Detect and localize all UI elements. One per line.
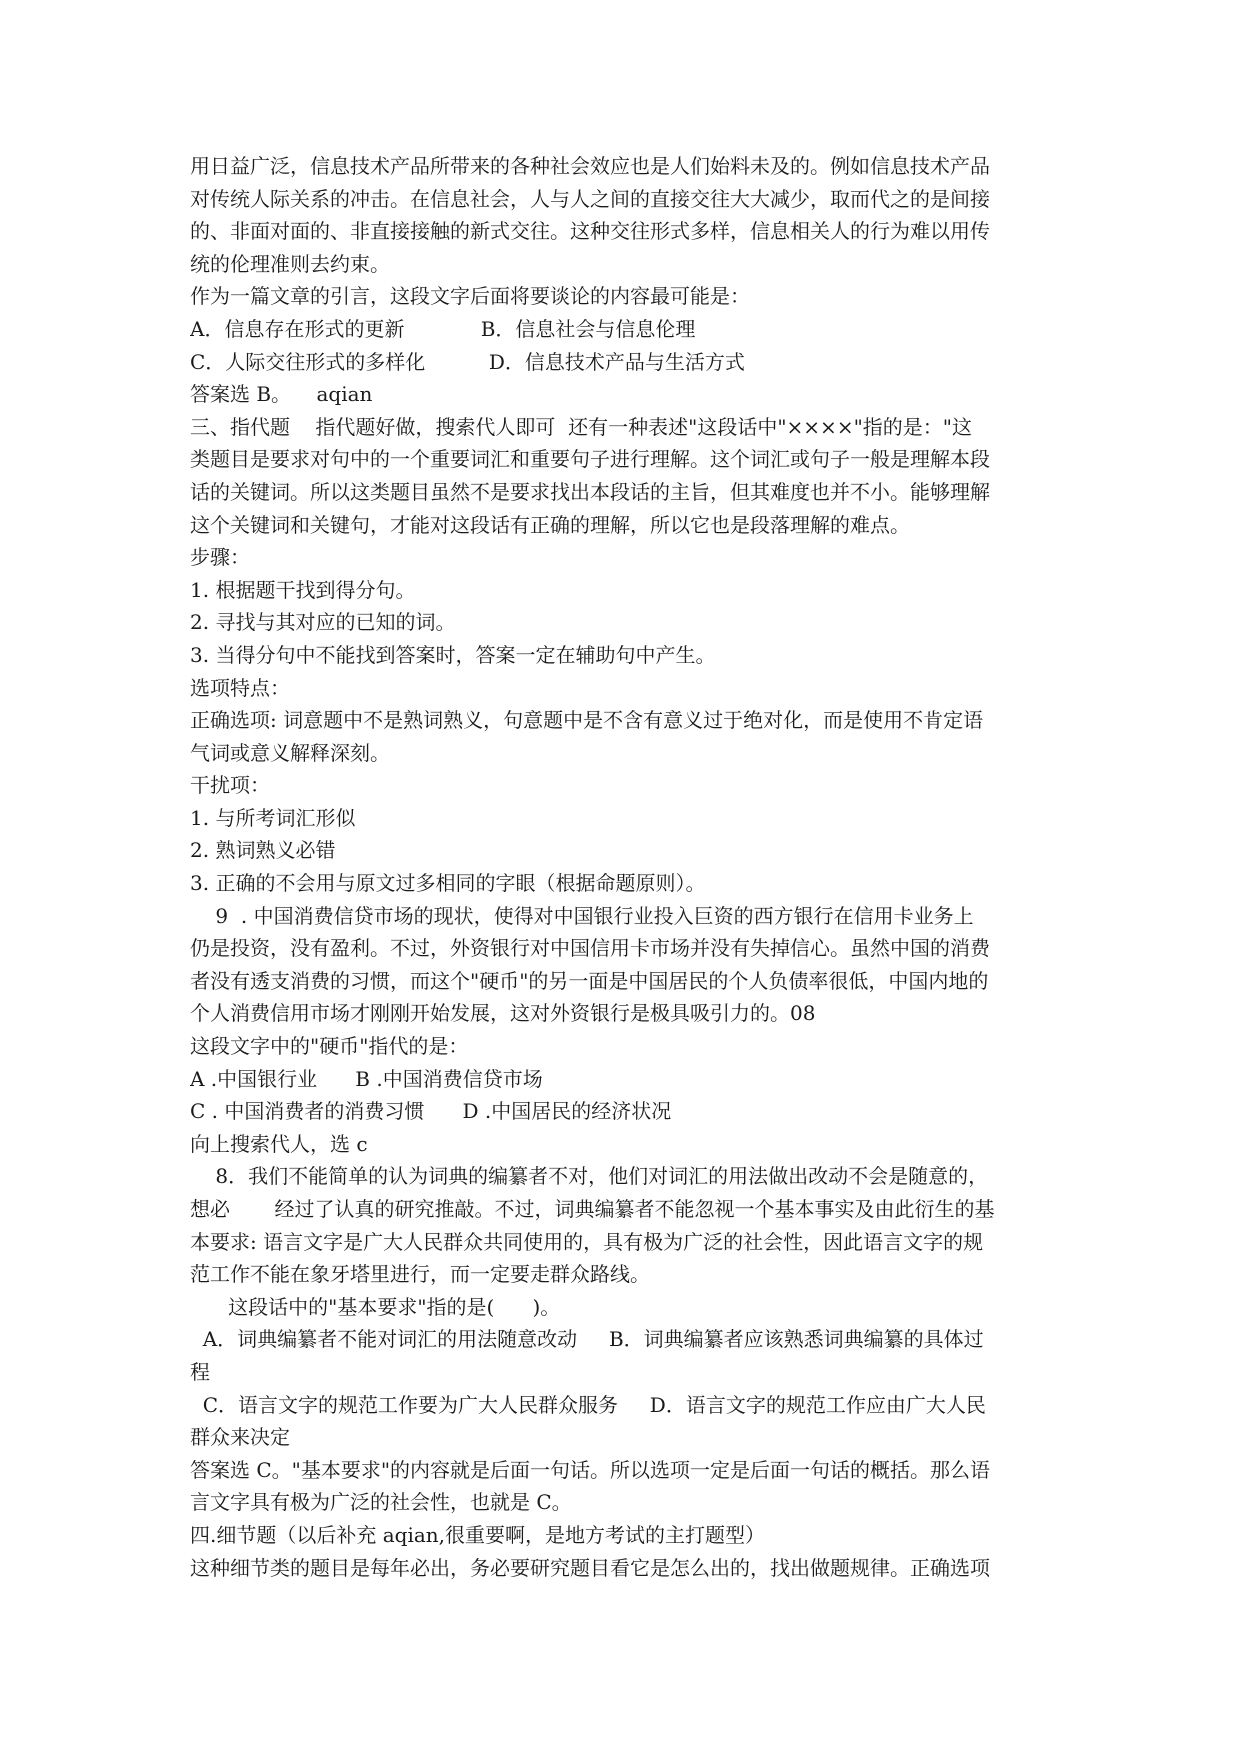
text-line: 者没有透支消费的习惯，而这个"硬币"的另一面是中国居民的个人负债率很低，中国内地的 — [190, 968, 989, 993]
text-line: 这段话中的"基本要求"指的是( )。 — [190, 1294, 561, 1319]
text-line: 仍是投资，没有盈利。不过，外资银行对中国信用卡市场并没有失掉信心。虽然中国的消费 — [190, 936, 990, 961]
text-line: 气词或意义解释深刻。 — [190, 740, 390, 765]
text-line: 这个关键词和关键句，才能对这段话有正确的理解，所以它也是段落理解的难点。 — [190, 512, 910, 537]
text-line: 2. 寻找与其对应的已知的词。 — [190, 610, 456, 635]
text-line: 向上搜索代人，选 c — [190, 1131, 368, 1156]
text-line: 这种细节类的题目是每年必出，务必要研究题目看它是怎么出的，找出做题规律。正确选项 — [190, 1555, 990, 1580]
text-line: 3. 当得分句中不能找到答案时，答案一定在辅助句中产生。 — [190, 642, 716, 667]
text-line: 答案选 B。 aqian — [190, 382, 373, 407]
text-line: 类题目是要求对句中的一个重要词汇和重要句子进行理解。这个词汇或句子一般是理解本段 — [190, 447, 990, 472]
text-line: 9 . 中国消费信贷市场的现状，使得对中国银行业投入巨资的西方银行在信用卡业务上 — [190, 903, 974, 928]
text-line: 统的伦理准则去约束。 — [190, 251, 390, 276]
text-line: 答案选 C。"基本要求"的内容就是后面一句话。所以选项一定是后面一句话的概括。那么语 — [190, 1457, 991, 1482]
text-line: 的、非面对面的、非直接接触的新式交往。这种交往形式多样，信息相关人的行为难以用传 — [190, 219, 990, 244]
text-line: 用日益广泛，信息技术产品所带来的各种社会效应也是人们始料未及的。例如信息技术产品 — [190, 154, 990, 178]
text-line: C．人际交往形式的多样化 D．信息技术产品与生活方式 — [190, 349, 745, 374]
text-line: 1. 与所考词汇形似 — [190, 805, 356, 830]
text-line: A .中国银行业 B .中国消费信贷市场 — [190, 1066, 543, 1091]
text-line: A．词典编纂者不能对词汇的用法随意改动 B．词典编纂者应该熟悉词典编纂的具体过 — [190, 1327, 984, 1352]
text-line: 个人消费信用市场才刚刚开始发展，这对外资银行是极具吸引力的。08 — [190, 1001, 816, 1026]
text-line: 1. 根据题干找到得分句。 — [190, 577, 416, 602]
text-line: 正确选项: 词意题中不是熟词熟义，句意题中是不含有意义过于绝对化，而是使用不肯定语 — [190, 708, 984, 733]
text-line: 对传统人际关系的冲击。在信息社会，人与人之间的直接交往大大减少，取而代之的是间接 — [190, 186, 990, 211]
document-body — [190, 150, 1070, 1584]
text-line: 作为一篇文章的引言，这段文字后面将要谈论的内容最可能是： — [190, 284, 750, 309]
text-line: C．语言文字的规范工作要为广大人民群众服务 D．语言文字的规范工作应由广大人民 — [190, 1392, 986, 1417]
text-line: C . 中国消费者的消费习惯 D .中国居民的经济状况 — [190, 1099, 672, 1124]
text-line: 步骤： — [190, 545, 250, 570]
text-line: 言文字具有极为广泛的社会性，也就是 C。 — [190, 1490, 572, 1515]
text-line: 四.细节题（以后补充 aqian,很重要啊，是地方考试的主打题型） — [190, 1522, 765, 1547]
text-line: 3. 正确的不会用与原文过多相同的字眼（根据命题原则）。 — [190, 871, 706, 896]
text-line: 想必 经过了认真的研究推敲。不过，词典编纂者不能忽视一个基本事实及由此衍生的基 — [190, 1197, 995, 1221]
text-line: 群众来决定 — [190, 1425, 290, 1450]
text-line: 2. 熟词熟义必错 — [190, 838, 336, 863]
text-line: 8．我们不能简单的认为词典的编纂者不对，他们对词汇的用法做出改动不会是随意的， — [190, 1164, 989, 1189]
text-line: 范工作不能在象牙塔里进行，而一定要走群众路线。 — [190, 1262, 650, 1287]
text-line: 选项特点： — [190, 675, 290, 700]
text-line: 程 — [190, 1359, 210, 1384]
text-line: 本要求: 语言文字是广大人民群众共同使用的，具有极为广泛的社会性，因此语言文字的规 — [190, 1229, 984, 1254]
text-line: 三、指代题 指代题好做，搜索代人即可 还有一种表述"这段话中"××××"指的是："这 — [190, 414, 972, 439]
text-line: 这段文字中的"硬币"指代的是： — [190, 1034, 469, 1059]
text-line: A．信息存在形式的更新 B．信息社会与信息伦理 — [190, 316, 696, 341]
text-line: 话的关键词。所以这类题目虽然不是要求找出本段话的主旨，但其难度也并不小。能够理解 — [190, 479, 990, 504]
text-line: 干扰项： — [190, 773, 270, 798]
